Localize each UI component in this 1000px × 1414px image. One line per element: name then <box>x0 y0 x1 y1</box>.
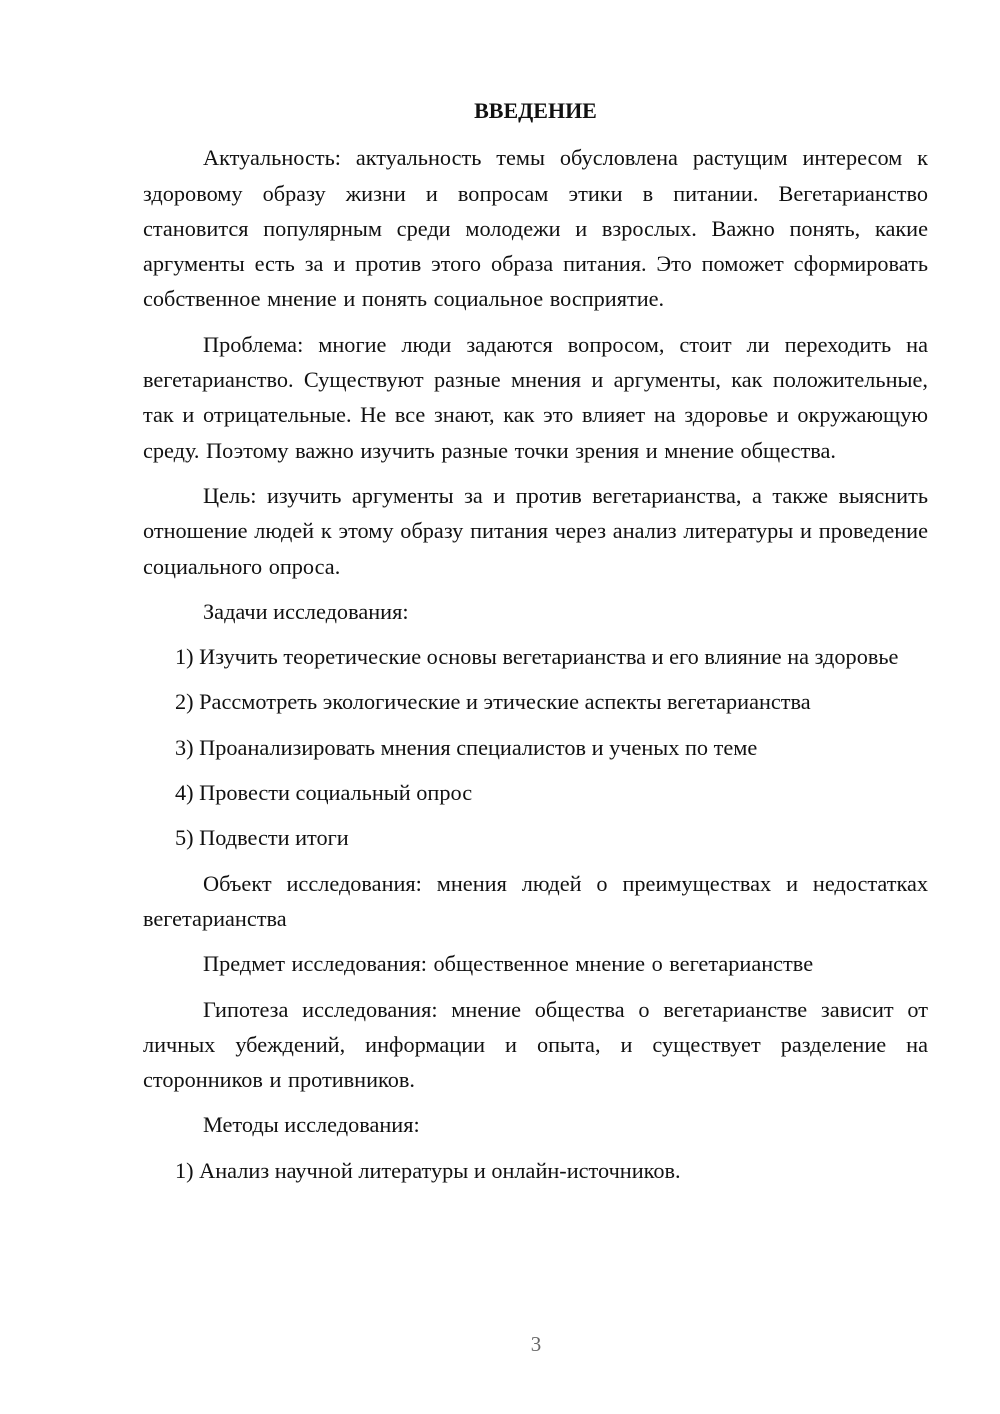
section-title: ВВЕДЕНИЕ <box>474 98 597 123</box>
task-item-1: 1) Изучить теоретические основы вегетарианства и его влияние на здоровье <box>175 644 899 670</box>
method-item-1: 1) Анализ научной литературы и онлайн-источников. <box>175 1157 681 1183</box>
methods-heading: Методы исследования: <box>203 1112 420 1138</box>
task-item-5: 5) Подвести итоги <box>175 825 349 851</box>
page-number: 3 <box>530 1332 542 1356</box>
object-paragraph: Объект исследования: мнения людей о преимуществах и недостатках вегетарианства <box>143 870 928 931</box>
task-item-3: 3) Проанализировать мнения специалистов и ученых по теме <box>175 734 758 760</box>
task-item-4: 4) Провести социальный опрос <box>175 780 473 806</box>
goal-paragraph: Цель: изучить аргументы за и против вегетарианства, а также выяснить отношение людей к этому образу питания через анализ литературы и проведение социального опроса. <box>143 482 928 579</box>
hypothesis-paragraph: Гипотеза исследования: мнение общества о вегетарианстве зависит от личных убеждений, информации и опыта, и существует разделение на сторонников и противников. <box>143 996 928 1093</box>
subject-paragraph: Предмет исследования: общественное мнение о вегетарианстве <box>203 951 814 977</box>
tasks-heading: Задачи исследования: <box>203 598 409 624</box>
page-content <box>143 93 928 1198</box>
relevance-paragraph: Актуальность: актуальность темы обусловлена растущим интересом к здоровому образу жизни и вопросам этики в питании. Вегетарианство становится популярным среди молодежи и взрослых. Важно понять, какие аргументы есть за и против этого образа питания. Это поможет сформировать собственное мнение и понять социальное восприятие. <box>143 145 928 312</box>
problem-paragraph: Проблема: многие люди задаются вопросом, стоит ли переходить на вегетарианство. Существуют разные мнения и аргументы, как положительные, так и отрицательные. Не все знают, как это влияет на здоровье и окружающую среду. Поэтому важно изучить разные точки зрения и мнение общества. <box>143 331 928 463</box>
task-item-2: 2) Рассмотреть экологические и этические аспекты вегетарианства <box>175 689 811 715</box>
